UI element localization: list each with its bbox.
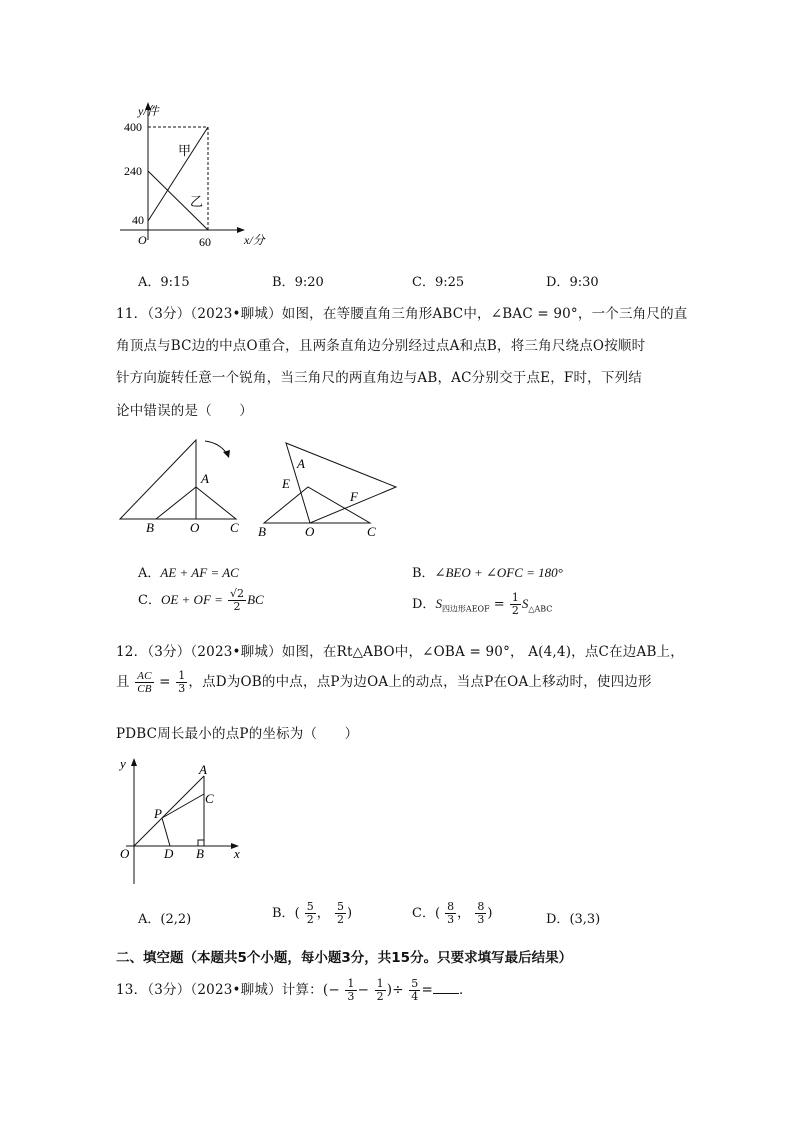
- rotated-set-square: [286, 443, 396, 523]
- q11-option-d[interactable]: D．$S_{四边形AEOF}$ = $\frac{1}{2}$ $S_{\triangle ABC}$: [412, 591, 553, 617]
- q12-line-3: PDBC周长最小的点P的坐标为（ ）: [116, 726, 359, 742]
- right-label-f: F: [350, 489, 358, 504]
- left-label-c: C: [230, 520, 239, 535]
- fraction-8-3-second: $\frac{8}{3}$: [477, 900, 485, 926]
- q10-option-b[interactable]: B．9:20: [272, 275, 324, 290]
- fraction-5-2-first: $\frac{5}{2}$: [306, 900, 314, 926]
- q12-option-b[interactable]: B．( $\frac{5}{2}$ ， $\frac{5}{2}$ ): [272, 900, 353, 926]
- q11-figure: [112, 432, 412, 544]
- y-tick-40: 40: [132, 213, 144, 227]
- x-tick-60: 60: [199, 235, 211, 249]
- label-yi: 乙: [190, 194, 204, 209]
- q12-option-a[interactable]: A．(2,2): [138, 912, 192, 927]
- rotation-arrowhead: [223, 450, 230, 458]
- label-c: C: [205, 791, 214, 806]
- fraction-ac-over-cb: $\frac{AC}{CB}$: [137, 670, 152, 695]
- fraction-5-2-second: $\frac{5}{2}$: [336, 900, 344, 926]
- fraction-5-4: $\frac{5}{4}$: [411, 977, 419, 1003]
- label-d: D: [164, 846, 174, 861]
- label-a: A: [199, 762, 207, 777]
- q11-option-a[interactable]: A．AE + AF = AC: [138, 565, 239, 581]
- q10-option-a[interactable]: A．9:15: [138, 275, 190, 290]
- right-label-a: A: [297, 456, 305, 471]
- fraction-one-half: $\frac{1}{2}$: [511, 591, 519, 617]
- q12-line-1: 12．（3分）（2023•聊城）如图，在Rt△ABO中，∠OBA = 90°， A(4,4)，点C在边AB上，: [116, 644, 684, 660]
- q10-option-c[interactable]: C．9:25: [412, 275, 465, 290]
- q12-line-2: 且 $\frac{AC}{CB}$ = $\frac{1}{3}$ ，点D为OB的中点，点P为边OA上的动点，当点P在OA上移动时，使四边形: [116, 669, 652, 695]
- left-label-b: B: [146, 520, 154, 535]
- segment-pd: [162, 818, 170, 846]
- segment-oa: [134, 776, 204, 846]
- label-b: B: [196, 846, 204, 861]
- q13-line: 13．（3分）（2023•聊城）计算：(− $\frac{1}{3}$ − $\frac{1}{2}$ )÷ $\frac{5}{4}$ = ．: [116, 977, 473, 1003]
- label-o: O: [120, 846, 130, 861]
- q12-figure: [112, 754, 252, 890]
- section-2-heading: 二、填空题（本题共5个小题，每小题3分，共15分。只要求填写最后结果）: [116, 950, 573, 966]
- label-y: y: [120, 756, 126, 771]
- q11-line-1: 11．（3分）（2023•聊城）如图，在等腰直角三角形ABC中，∠BAC = 90°，一个三角尺的直: [116, 306, 688, 322]
- right-label-e: E: [282, 476, 290, 491]
- label-x: x: [234, 846, 240, 861]
- right-label-b: B: [258, 524, 266, 539]
- left-big-triangle: [120, 440, 196, 519]
- q11-line-2: 角顶点与BC边的中点O重合，且两条直角边分别经过点A和点B，将三角尺绕点O按顺时: [116, 338, 646, 354]
- q11-option-b[interactable]: B．∠BEO + ∠OFC = 180°: [412, 565, 563, 581]
- right-label-o: O: [305, 524, 315, 539]
- origin-label: O: [138, 233, 147, 247]
- y-tick-240: 240: [124, 164, 142, 178]
- q12-option-c[interactable]: C．( $\frac{8}{3}$ ， $\frac{8}{3}$ ): [412, 900, 493, 926]
- fraction-one-third: $\frac{1}{3}$: [178, 669, 186, 695]
- y-axis-label: y/件: [138, 104, 159, 118]
- q11-line-3: 针方向旋转任意一个锐角，当三角尺的两直角边与AB，AC分别交于点E，F时，下列结: [116, 370, 642, 386]
- label-p: P: [154, 806, 162, 821]
- fraction-sqrt2-over-2: $\frac{√2}{2}$: [230, 587, 245, 613]
- x-axis-label: x/分: [244, 233, 265, 247]
- left-label-a: A: [201, 471, 209, 486]
- label-jia: 甲: [178, 143, 192, 158]
- answer-blank[interactable]: [433, 981, 459, 994]
- fraction-1-3: $\frac{1}{3}$: [347, 977, 355, 1003]
- q10-option-d[interactable]: D．9:30: [546, 275, 599, 290]
- y-axis-arrow: [131, 758, 137, 766]
- q11-line-4: 论中错误的是（ ）: [116, 403, 253, 419]
- left-label-o: O: [190, 520, 200, 535]
- y-tick-400: 400: [124, 120, 142, 134]
- fraction-8-3-first: $\frac{8}{3}$: [447, 900, 455, 926]
- q12-option-d[interactable]: D．(3,3): [546, 912, 601, 927]
- q11-option-c[interactable]: C．OE + OF = $\frac{√2}{2}$ BC: [138, 587, 264, 613]
- q10-graph: [110, 98, 280, 258]
- right-label-c: C: [367, 524, 376, 539]
- fraction-1-2: $\frac{1}{2}$: [376, 977, 384, 1003]
